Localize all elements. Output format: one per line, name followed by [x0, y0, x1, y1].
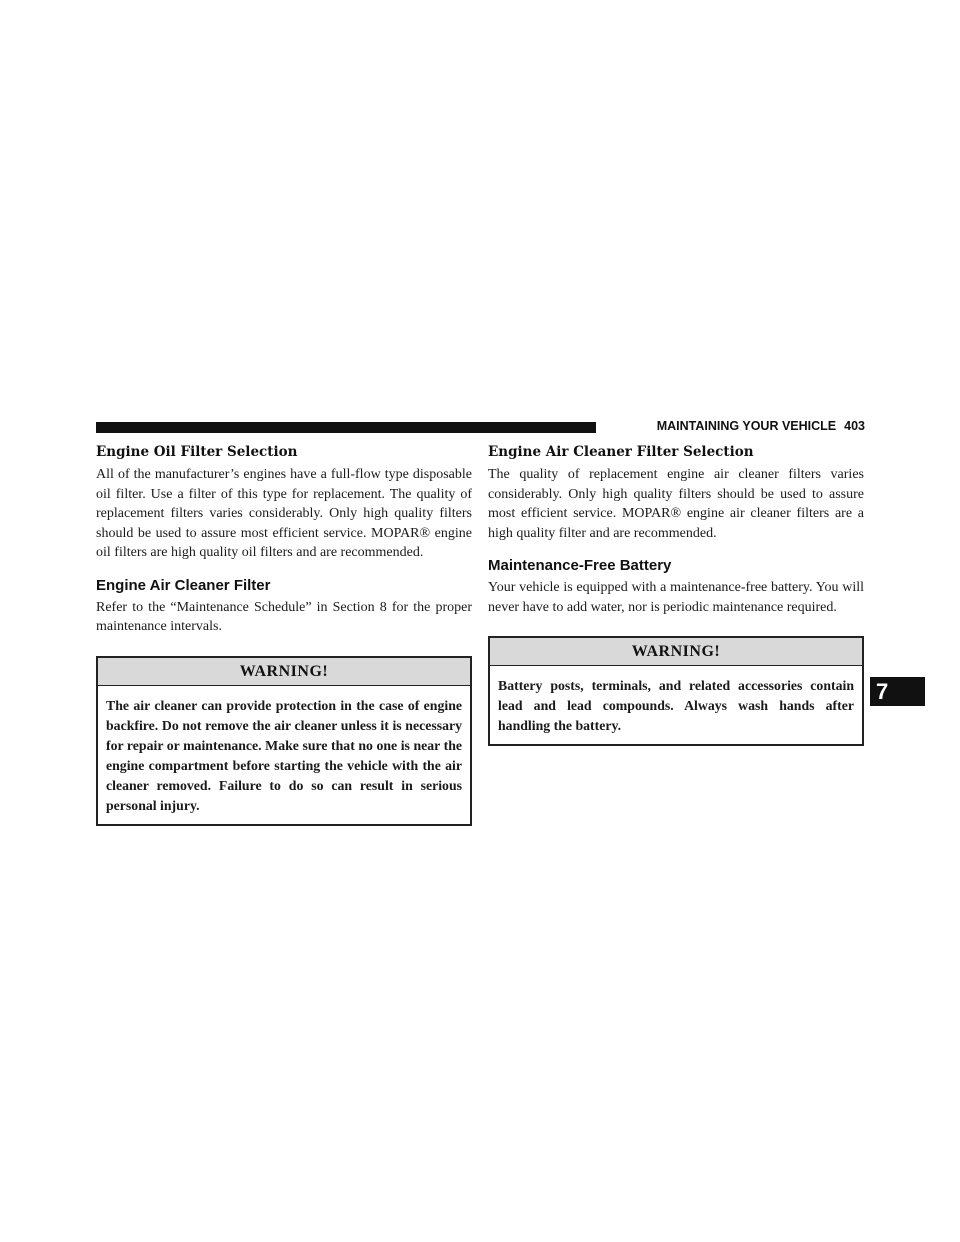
warning-title: WARNING! — [490, 638, 862, 666]
air-cleaner-text: Refer to the “Maintenance Schedule” in Section 8 for the proper maintenance intervals. — [96, 599, 472, 634]
right-column — [488, 444, 864, 746]
air-cleaner-heading: Engine Air Cleaner Filter — [96, 576, 271, 594]
left-column — [96, 444, 472, 826]
warning-title: WARNING! — [98, 658, 470, 686]
air-cleaner-warning-box — [96, 656, 472, 826]
battery-heading: Maintenance-Free Battery — [488, 557, 672, 574]
page-number: 403 — [844, 419, 865, 433]
header-rule — [96, 422, 596, 433]
oil-filter-text: All of the manufacturer’s engines have a full-flow type disposable oil filter. Use a filter of this type for replacement. The quality of replacement filters varies considerably. Only high quality filters should be used to assure most efficient service. MOPAR® engine oil filters are high quality oil filters and are recommended. — [96, 467, 472, 560]
air-cleaner-selection-text: The quality of replacement engine air cleaner filters varies considerably. Only high quality filters should be used to assure most efficient service. MOPAR® engine air cleaner filters are a high quality filter and are recommended. — [488, 467, 864, 541]
air-cleaner-selection-heading: Engine Air Cleaner Filter Selection — [488, 444, 754, 460]
section-title: MAINTAINING YOUR VEHICLE — [656, 419, 837, 433]
battery-warning-box — [488, 636, 864, 746]
battery-text: Your vehicle is equipped with a maintenance-free battery. You will never have to add water, nor is periodic maintenance required. — [488, 580, 864, 615]
warning-text: Battery posts, terminals, and related accessories contain lead and lead compounds. Always wash hands after handling the battery. — [498, 678, 854, 733]
oil-filter-heading: Engine Oil Filter Selection — [96, 444, 298, 460]
section-tab: 7 — [870, 677, 925, 706]
running-header — [620, 419, 865, 433]
warning-text: The air cleaner can provide protection in the case of engine backfire. Do not remove the air cleaner unless it is necessary for repair or maintenance. Make sure that no one is near the engine compartment before starting the vehicle with the air cleaner removed. Failure to do so can result in serious personal injury. — [106, 697, 462, 813]
